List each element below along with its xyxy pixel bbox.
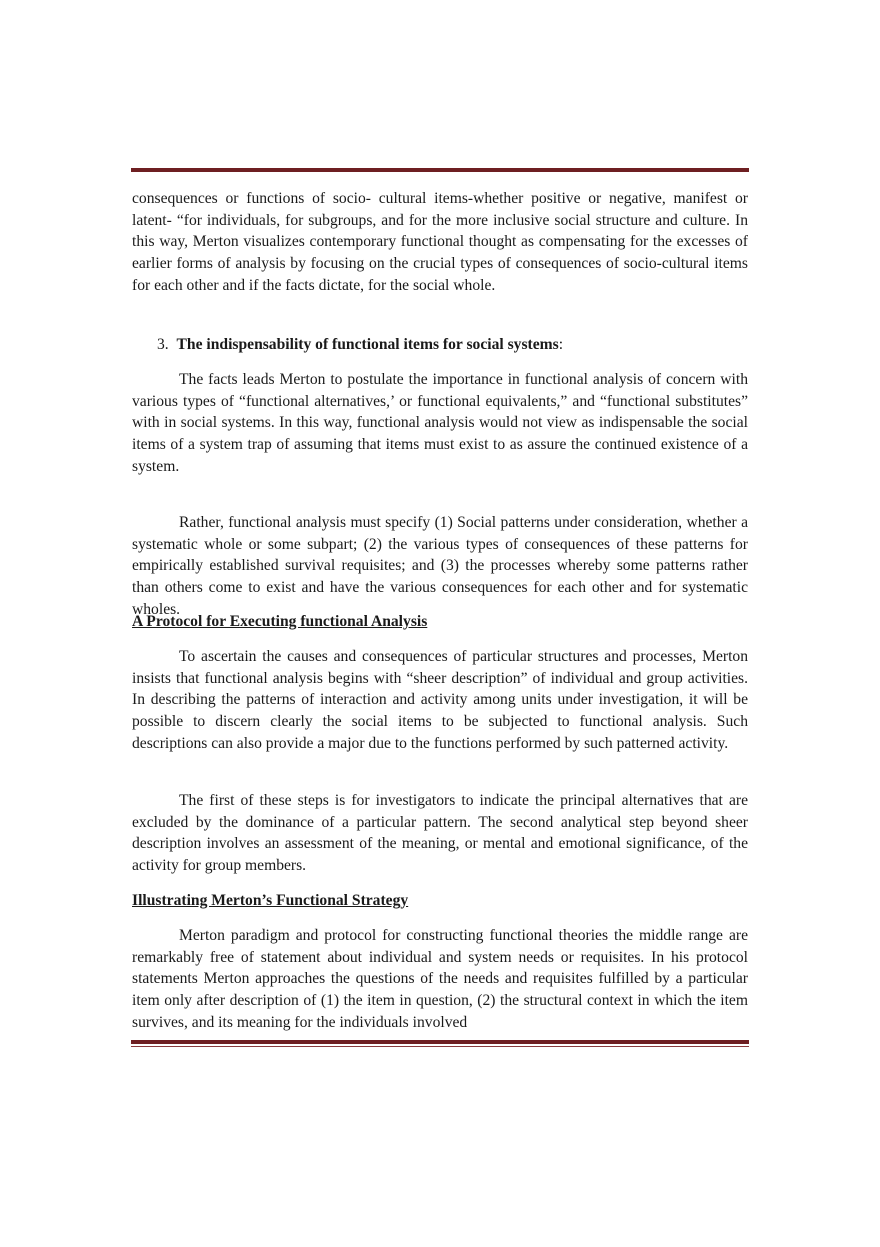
- paragraph-sheer-description: To ascertain the causes and consequences of particular structures and processes, Merton insists that functional analysis begins with “sheer description” of individual and group activities. In describing the patterns of interaction and activity among units under investigation, it will be possible to discern clearly the social items to be subjected to functional analysis. Such descriptions can also provide a major due to the functions performed by such patterned activity.: [132, 648, 748, 752]
- paragraph-continuation: consequences or functions of socio- cultural items-whether positive or negative, manifest or latent- “for individuals, for subgroups, and for the more inclusive social structure and culture. In this way, Merton visualizes contemporary functional thought as compensating for the excesses of earlier forms of analysis by focusing on the crucial types of consequences of socio-cultural items for each other and if the facts dictate, for the social whole.: [132, 190, 748, 294]
- item-colon: :: [558, 336, 564, 353]
- header-rule-thick: [131, 168, 749, 172]
- header-rule: [131, 168, 749, 172]
- footer-rule-thick: [131, 1040, 749, 1044]
- paragraph-specify: Rather, functional analysis must specify (1) Social patterns under consideration, whether a systematic whole or some subpart; (2) the various types of consequences of these patterns for empirically established survival requisites; and (3) the processes whereby some patterns rather than others come to exist and have the various consequences for each other and for systematic wholes.: [132, 514, 748, 618]
- heading-protocol: A Protocol for Executing functional Analysis: [132, 613, 428, 630]
- footer-rule-thin: [131, 1046, 749, 1047]
- paragraph-steps: The first of these steps is for investigators to indicate the principal alternatives that are excluded by the dominance of a particular pattern. The second analytical step beyond sheer description involves an assessment of the meaning, or mental and emotional significance, of the activity for group members.: [132, 792, 748, 875]
- footer-rule: [131, 1040, 749, 1047]
- item-number: 3.: [157, 336, 169, 353]
- numbered-item-3: [132, 334, 773, 356]
- item-title: The indispensability of functional items for social systems: [176, 336, 559, 353]
- paragraph-paradigm: Merton paradigm and protocol for constructing functional theories the middle range are remarkably free of statement about individual and system needs or requisites. In his protocol statements Merton approaches the questions of the needs and requisites fulfilled by a particular item only after description of (1) the item in question, (2) the structural context in which the item survives, and its meaning for the individuals involved: [132, 927, 748, 1031]
- heading-illustrating: Illustrating Merton’s Functional Strategy: [132, 892, 409, 909]
- paragraph-functional-alternatives: The facts leads Merton to postulate the importance in functional analysis of concern with various types of “functional alternatives,’ or functional equivalents,” and “functional substitutes” with in social systems. In this way, functional analysis would not view as indispensable the social items of a system trap of assuming that items must exist to as assure the continued existence of a system.: [132, 371, 748, 475]
